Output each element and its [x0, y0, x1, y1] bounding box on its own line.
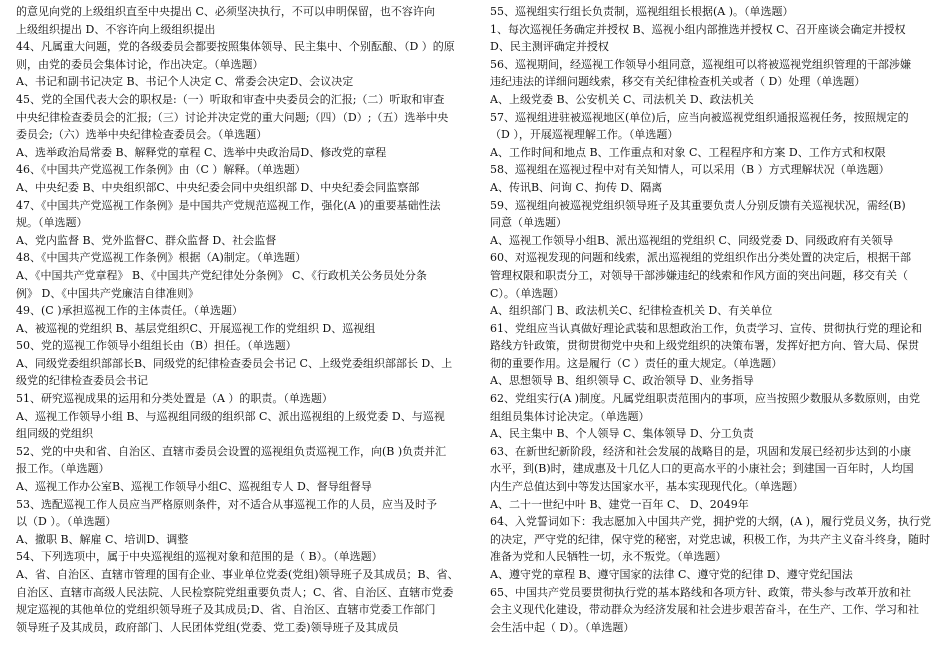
text-line: 58、巡视组在巡视过程中对有关知情人，可以采用（B ）方式理解状况（单选题）	[490, 163, 890, 177]
text-line: 60、对巡视发现的问题和线索，派出巡视组的党组织作出分类处置的决定后，根据干部	[490, 251, 911, 265]
text-line: 56、巡视期间，经巡视工作领导小组同意，巡视组可以将被巡视党组织管理的干部涉嫌	[490, 57, 911, 71]
text-line: 51、研究巡视成果的运用和分类处置是（A ）的职责。（单选题）	[16, 392, 333, 406]
left-column	[16, 3, 466, 672]
text-line: 路线方针政策，贯彻贯彻党中央和上级党组织的决策布署，发挥好把方向、管大局、保贯	[490, 339, 919, 353]
text-line: A、中央纪委 B、中央组织部C、中央纪委会同中央组织部 D、中央纪委会同监察部	[16, 180, 420, 194]
text-line: 44、凡属重大问题，党的各级委员会都要按照集体领导、民主集中、个别酝酿、（D ）的原	[16, 40, 455, 54]
text-line: A、被巡视的党组织 B、基层党组织C、开展巡视工作的党组织 D、巡视组	[16, 321, 376, 335]
text-line: 同意（单选题）	[490, 216, 567, 230]
text-line: 组组员集体讨论决定。（单选题）	[490, 409, 650, 423]
text-line: （D ），开展巡视理解工作。（单选题）	[490, 128, 679, 142]
text-line: 准备为党和人民牺牲一切，永不叛党。（单选题）	[490, 550, 727, 564]
text-line: A、巡视工作办公室B、巡视工作领导小组C、巡视组专人 D、督导组督导	[16, 480, 372, 494]
text-line: 64、入党誓词如下：我志愿加入中国共产党，拥护党的大纲，(A )，履行党员义务，执行党	[490, 515, 932, 529]
text-line: 规。（单选题）	[16, 216, 88, 230]
text-line: A、巡视工作领导小组B、派出巡视组的党组织 C、同级党委 D、同级政府有关领导	[490, 233, 894, 247]
text-line: 上级组织提出 D、不容许向上级组织提出	[16, 22, 216, 36]
text-line: A、巡视工作领导小组 B、与巡视组同级的组织部 C、派出巡视组的上级党委 D、与巡视	[16, 409, 445, 423]
text-line: 违纪违法的详细问题线索，移交有关纪律检查机关或者（ D）处理（单选题）	[490, 75, 866, 89]
text-line: A、选举政治局常委 B、解释党的章程 C、选举中央政治局D、修改党的章程	[16, 145, 387, 159]
text-line: 内生产总值达到中等发达国家水平，基本实现现代化。（单选题）	[490, 480, 804, 494]
text-line: A、民主集中 B、个人领导 C、集体领导 D、分工负责	[490, 427, 754, 441]
text-line: C）。（单选题）	[490, 286, 565, 300]
text-line: 管理权限和职责分工，对领导干部涉嫌违纪的线索和作风方面的突出问题，移交有关（	[490, 268, 908, 282]
text-line: 48、《中国共产党巡视工作条例》根据（A)制定。（单选题）	[16, 251, 307, 265]
text-line: 47、《中国共产党巡视工作条例》是中国共产党规范巡视工作，强化(A )的重要基础性法	[16, 198, 441, 212]
text-line: A、二十一世纪中叶 B、建党一百年 C、 D、2049年	[490, 497, 749, 511]
text-line: A、撤职 B、解雇 C、培训D、调整	[16, 532, 189, 546]
text-line: 级党的纪律检查委员会书记	[16, 374, 148, 388]
text-line: 水平，到(B)时，建成惠及十几亿人口的更高水平的小康社会；到建国一百年时，人均国	[490, 462, 914, 476]
text-line: 以（D ）。（单选题）	[16, 515, 117, 529]
text-line: 1、每次巡视任务确定并授权 B、巡视小组内部推选并授权 C、召开座谈会确定并授权	[490, 22, 906, 36]
text-line: 会主义现代化建设，带动群众为经济发展和社会进步艰苦奋斗，在生产、工作、学习和社	[490, 603, 919, 617]
text-line: 报工作。（单选题）	[16, 462, 110, 476]
text-line: 例》 D、《中国共产党廉洁自律准则》	[16, 286, 199, 300]
text-line: 59、巡视组向被巡视党组织领导班子及其重要负责人分别反馈有关巡视状况，需经(B)	[490, 198, 906, 212]
text-line: 的意见向党的上级组织直至中央提出 C、必须坚决执行，不可以申明保留，也不容许向	[16, 5, 435, 18]
text-line: 52、党的中央和省、自治区、直辖市委员会设置的巡视组负责巡视工作，向(B )负责并汇	[16, 444, 447, 458]
text-line: A、《中国共产党章程》 B、《中国共产党纪律处分条例》 C、《行政机关公务员处分条	[16, 268, 427, 282]
text-line: A、组织部门 B、政法机关C、纪律检查机关 D、有关单位	[490, 304, 773, 318]
text-line: 中央纪律检查委员会的汇报;（三）讨论并决定党的重大问题;（四）（D）;（五）选举中央	[16, 110, 449, 124]
text-line: 自治区、直辖市高级人民法院、人民检察院党组重要负责人；C、省、自治区、直辖市党委	[16, 585, 454, 599]
text-line: 委员会;（六）选举中央纪律检查委员会。（单选题）	[16, 128, 268, 142]
text-line: A、传讯B、问询 C、拘传 D、隔离	[490, 180, 663, 194]
text-line: 规定巡视的其他单位的党组织领导班子及其成员;D、省、自治区、直辖市党委工作部门	[16, 603, 436, 617]
text-line: 65、中国共产党员要贯彻执行党的基本路线和各项方针、政策，带头参与改革开放和社	[490, 585, 911, 599]
text-line: 46、《中国共产党巡视工作条例》由（C ）解释。（单选题）	[16, 163, 306, 177]
text-line: D、民主测评确定并授权	[490, 40, 609, 54]
text-line: 50、党的巡视工作领导小组组长由（B）担任。（单选题）	[16, 339, 297, 353]
text-line: 53、选配巡视工作人员应当严格原则条件，对不适合从事巡视工作的人员，应当及时予	[16, 497, 437, 511]
text-line: A、工作时间和地点 B、工作重点和对象 C、工程程序和方案 D、工作方式和权限	[490, 145, 886, 159]
text-line: A、遵守党的章程 B、遵守国家的法律 C、遵守党的纪律 D、遵守党纪国法	[490, 568, 853, 581]
text-line: A、同级党委组织部部长B、同级党的纪律检查委员会书记 C、上级党委组织部部长 D、上	[16, 356, 453, 370]
right-column	[490, 3, 940, 672]
text-line: A、书记和副书记决定 B、书记个人决定 C、常委会决定D、会议决定	[16, 75, 354, 89]
text-line: 45、党的全国代表大会的职权是:（一）听取和审查中央委员会的汇报;（二）听取和审查	[16, 92, 445, 106]
text-line: 62、党组实行(A )制度。凡属党组职责范围内的事项，应当按照少数服从多数原则，由党	[490, 392, 921, 406]
text-line: 会生活中起（ D）。（单选题）	[490, 620, 635, 634]
text-line: A、上级党委 B、公安机关 C、司法机关 D、政法机关	[490, 92, 754, 106]
text-line: 则，由党的委员会集体讨论，作出决定。（单选题）	[16, 57, 264, 71]
text-line: A、党内监督 B、党外监督C、群众监督 D、社会监督	[16, 233, 277, 247]
text-line: 61、党组应当认真做好理论武装和思想政治工作，负责学习、宣传、贯彻执行党的理论和	[490, 321, 922, 335]
text-line: A、省、自治区、直辖市管理的国有企业、事业单位党委(党组)领导班子及其成员；B、省、	[16, 568, 459, 581]
text-line: A、思想领导 B、组织领导 C、政治领导 D、业务指导	[490, 374, 754, 388]
text-line: 57、巡视组进驻被巡视地区(单位)后，应当向被巡视党组织通报巡视任务，按照规定的	[490, 110, 909, 124]
text-line: 49、(C )承担巡视工作的主体责任。（单选题）	[16, 304, 243, 318]
text-line: 63、在新世纪新阶段，经济和社会发展的战略目的是，巩固和发展已经初步达到的小康	[490, 444, 911, 458]
text-line: 54、下列选项中，属于中央巡视组的巡视对象和范围的是（ B）。（单选题）	[16, 550, 383, 564]
text-line: 的决定，严守党的纪律，保守党的秘密，对党忠诚，积极工作，为共产主义奋斗终身，随时	[490, 532, 930, 546]
text-line: 领导班子及其成员，政府部门、人民团体党组(党委、党工委)领导班子及其成员	[16, 620, 399, 634]
text-line: 组同级的党组织	[16, 427, 93, 441]
text-line: 55、巡视组实行组长负责制，巡视组组长根据(A )。（单选题）	[490, 5, 794, 18]
text-line: 彻的重要作用。这是履行（C ）责任的重大规定。（单选题）	[490, 356, 783, 370]
